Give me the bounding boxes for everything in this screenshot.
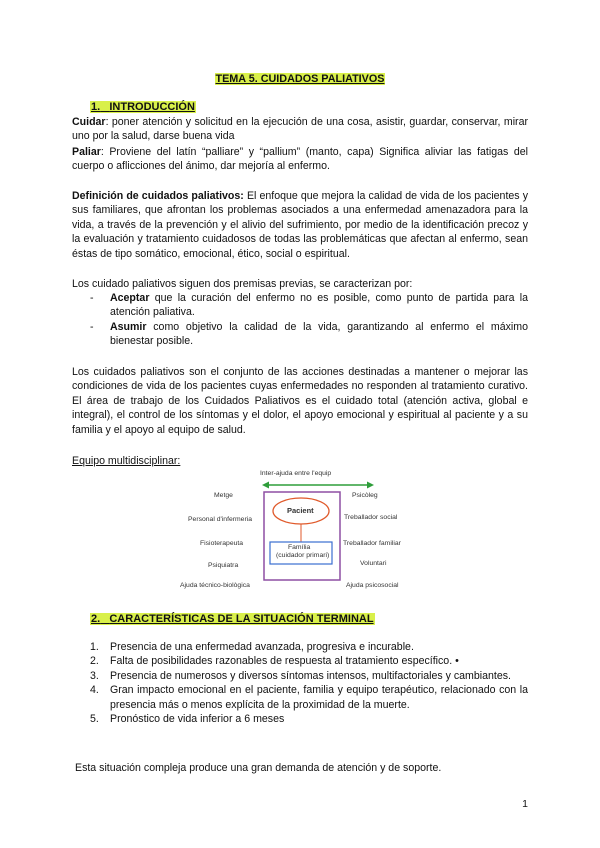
diagram-right-0: Psicòleg	[352, 492, 378, 499]
paliar-definition: Paliar: Proviene del latín “palliare” y “pallium” (manto, capa) Significa aliviar las fatigas del cuerpo o aflicciones del ánimo, dar mejoría al enfermo.	[72, 146, 528, 173]
diagram-pacient: Pacient	[287, 506, 314, 515]
diagram-shapes	[180, 468, 430, 593]
list-item: 3. Presencia de numerosos y diversos síntomas intensos, multifactoriales y cambiantes.	[90, 669, 511, 682]
list-item: 4. Gran impacto emocional en el paciente, familia y equipo terapéutico, relacionado con la presencia más o menos explícita de la proximidad de la muerte.	[90, 684, 528, 711]
list-item: 2. Falta de posibilidades razonables de respuesta al tratamiento específico. •	[90, 655, 459, 668]
diagram-right-4: Ajuda psicosocial	[346, 582, 399, 589]
cuidar-definition: Cuidar: poner atención y solicitud en la ejecución de una cosa, asistir, guardar, conservar, mirar uno por la salud, darse buena vida	[72, 116, 528, 143]
diagram-right-3: Voluntari	[360, 560, 387, 567]
diagram-left-2: Fisioterapeuta	[200, 540, 244, 547]
list-item: - Asumir como objetivo la calidad de la vida, garantizando al enfermo el máximo bienestar posible.	[90, 320, 528, 348]
diagram-left-4: Ajuda técnico-biològica	[180, 582, 250, 589]
conjunto-paragraph: Los cuidados paliativos son el conjunto de las acciones destinadas a mantener o mejorar las condiciones de vida de los pacientes cuyas enfermedades no responden al tratamiento curativo. El área de trabajo de los Cuidados Paliativos es el cuidado total (atención activa, global e integral), el control de los síntomas y el dolor, el apoyo emocional y espiritual al paciente y a su familia y el apoyo al equipo de salud.	[72, 366, 528, 436]
page-title: TEMA 5. CUIDADOS PALIATIVOS	[215, 73, 385, 85]
diagram-top-label: Inter-ajuda entre l'equip	[260, 470, 332, 477]
equipo-diagram	[180, 468, 430, 593]
diagram-left-3: Psiquiatra	[208, 562, 239, 569]
diagram-familia: Família	[288, 544, 311, 551]
diagram-right-1: Treballador social	[344, 514, 398, 521]
diagram-familia-sub: (cuidador primari)	[276, 552, 330, 559]
diagram-left-1: Personal d'infermeria	[188, 516, 253, 523]
premisas-intro: Los cuidado paliativos siguen dos premisas previas, se caracterizan por:	[72, 278, 413, 290]
arrow-right-head	[367, 482, 374, 489]
diagram-left-0: Metge	[214, 492, 233, 499]
arrow-left-head	[262, 482, 269, 489]
page-number: 1	[522, 798, 528, 810]
cuidados-paliativos-definition: Definición de cuidados paliativos: El enfoque que mejora la calidad de vida de los pacientes y sus familiares, que afrontan los problemas asociados a una enfermedad amenazadora para la vida, a través de la prevención y el alivio del sufrimiento, por medio de la identificación precoz y la evaluación y tratamiento cuidadosos de todas las problemáticas que afectan al enfermo, sean éstas de tipo somático, emocional, ético, social o espiritual.	[72, 190, 528, 260]
equipo-label: Equipo multidisciplinar:	[72, 455, 181, 467]
premisas-list	[90, 291, 528, 349]
section-heading-caracteristicas: 2. CARACTERÍSTICAS DE LA SITUACIÓN TERMINAL	[91, 613, 374, 625]
list-item: 1. Presencia de una enfermedad avanzada, progresiva e incurable.	[90, 641, 414, 653]
conclusion-paragraph: Esta situación compleja produce una gran demanda de atención y de soporte.	[75, 762, 442, 774]
list-item: - Aceptar que la curación del enfermo no es posible, como punto de partida para la atención paliativa.	[90, 292, 528, 319]
section-heading-introduccion: 1. INTRODUCCIÓN	[91, 101, 195, 113]
list-item: 5. Pronóstico de vida inferior a 6 meses	[90, 713, 285, 726]
caracteristicas-list	[90, 640, 528, 726]
diagram-right-2: Treballador familiar	[343, 540, 401, 547]
